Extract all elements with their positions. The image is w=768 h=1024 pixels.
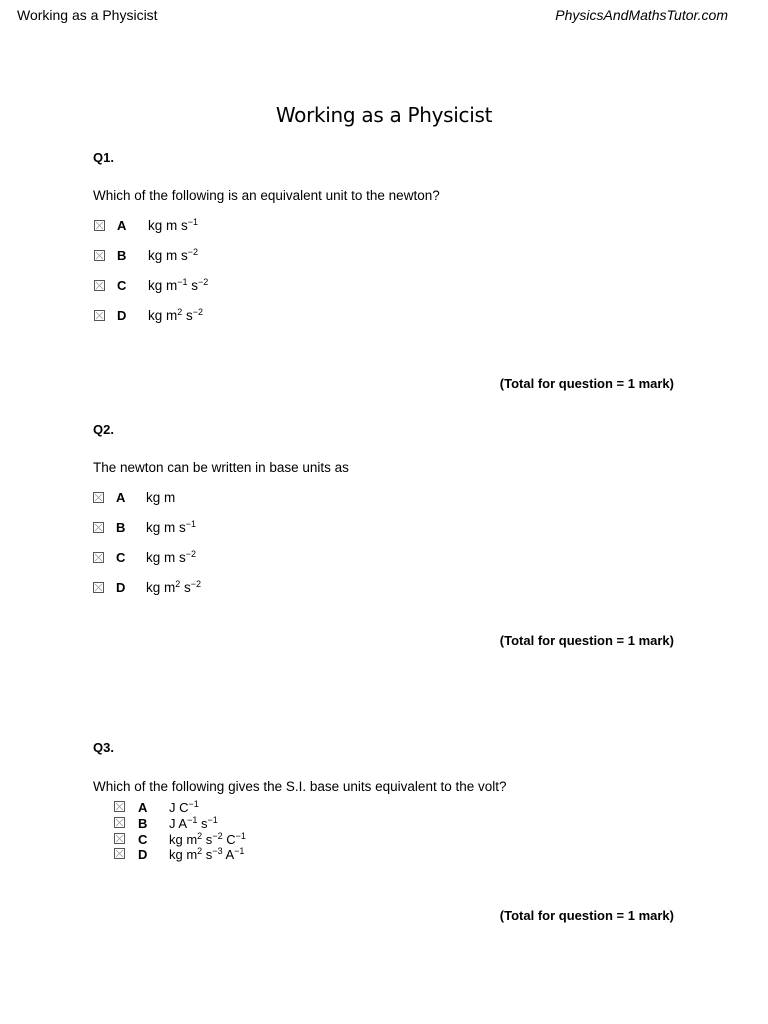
- question-number: Q2.: [93, 422, 114, 437]
- option-text: [148, 248, 198, 264]
- question-text: Which of the following gives the S.I. base units equivalent to the volt?: [93, 779, 507, 794]
- unit-exponent: −2: [192, 307, 204, 317]
- option-text: [169, 816, 218, 831]
- checkbox-icon[interactable]: [93, 492, 104, 503]
- unit-base: kg m: [169, 832, 198, 847]
- unit-exponent: 2: [197, 831, 203, 841]
- option-text: [146, 550, 196, 566]
- unit-base: s: [202, 832, 213, 847]
- checkbox-icon[interactable]: [114, 833, 125, 844]
- unit-base: A: [222, 847, 235, 862]
- unit-exponent: −2: [212, 831, 223, 841]
- checkbox-icon[interactable]: [93, 552, 104, 563]
- unit-exponent: −1: [188, 799, 199, 809]
- unit-base: kg m s: [148, 218, 188, 233]
- unit-exponent: 2: [175, 579, 181, 589]
- checkbox-icon[interactable]: [94, 220, 105, 231]
- unit-exponent: −1: [187, 217, 199, 227]
- unit-base: s: [202, 847, 213, 862]
- option-letter: D: [117, 308, 127, 323]
- unit-base: kg m: [169, 847, 198, 862]
- unit-exponent: −2: [187, 247, 199, 257]
- header-title: Working as a Physicist: [17, 7, 158, 23]
- unit-base: kg m: [148, 308, 178, 323]
- option-text: [146, 580, 201, 596]
- question-total: (Total for question = 1 mark): [499, 633, 674, 648]
- unit-base: s: [182, 308, 193, 323]
- unit-base: kg m s: [146, 550, 186, 565]
- unit-base: C: [222, 832, 236, 847]
- unit-base: kg m: [148, 278, 178, 293]
- option-text: [169, 800, 199, 815]
- unit-base: J C: [169, 800, 189, 815]
- option-text: [146, 490, 175, 506]
- option-text: [169, 832, 246, 847]
- question-total: (Total for question = 1 mark): [499, 376, 674, 391]
- question-total: (Total for question = 1 mark): [499, 908, 674, 923]
- option-letter: B: [138, 816, 148, 831]
- unit-exponent: −1: [235, 831, 246, 841]
- unit-base: kg m: [146, 490, 176, 505]
- unit-exponent: −1: [187, 815, 198, 825]
- option-text: [169, 847, 244, 862]
- unit-base: J A: [169, 816, 188, 831]
- unit-base: kg m s: [146, 520, 186, 535]
- unit-exponent: −2: [190, 579, 202, 589]
- checkbox-icon[interactable]: [94, 280, 105, 291]
- unit-exponent: −1: [177, 277, 188, 287]
- option-letter: C: [116, 550, 126, 565]
- option-letter: C: [117, 278, 127, 293]
- option-text: [148, 218, 198, 234]
- checkbox-icon[interactable]: [93, 582, 104, 593]
- option-text: [146, 520, 196, 536]
- checkbox-icon[interactable]: [114, 817, 125, 828]
- unit-base: s: [187, 278, 199, 293]
- option-letter: B: [116, 520, 126, 535]
- header-site: PhysicsAndMathsTutor.com: [555, 7, 728, 23]
- checkbox-icon[interactable]: [114, 848, 125, 859]
- option-letter: A: [116, 490, 126, 505]
- checkbox-icon[interactable]: [94, 310, 105, 321]
- unit-base: kg m s: [148, 248, 188, 263]
- option-letter: A: [117, 218, 127, 233]
- checkbox-icon[interactable]: [94, 250, 105, 261]
- question-number: Q1.: [93, 150, 114, 165]
- unit-exponent: −1: [185, 519, 197, 529]
- unit-exponent: 2: [177, 307, 183, 317]
- option-letter: B: [117, 248, 127, 263]
- unit-exponent: −1: [207, 815, 218, 825]
- page-title: Working as a Physicist: [275, 103, 493, 127]
- question-text: Which of the following is an equivalent unit to the newton?: [93, 188, 440, 203]
- option-letter: A: [138, 800, 148, 815]
- unit-base: s: [180, 580, 191, 595]
- unit-base: s: [197, 816, 208, 831]
- option-text: [148, 278, 208, 294]
- unit-exponent: −2: [185, 549, 197, 559]
- unit-exponent: 2: [197, 846, 203, 856]
- option-letter: D: [116, 580, 126, 595]
- option-letter: D: [138, 847, 148, 862]
- checkbox-icon[interactable]: [93, 522, 104, 533]
- question-number: Q3.: [93, 740, 114, 755]
- question-text: The newton can be written in base units as: [93, 460, 349, 475]
- checkbox-icon[interactable]: [114, 801, 125, 812]
- unit-exponent: −3: [212, 846, 223, 856]
- option-text: [148, 308, 203, 324]
- unit-exponent: −1: [234, 846, 245, 856]
- option-letter: C: [138, 832, 148, 847]
- unit-exponent: −2: [198, 277, 209, 287]
- unit-base: kg m: [146, 580, 176, 595]
